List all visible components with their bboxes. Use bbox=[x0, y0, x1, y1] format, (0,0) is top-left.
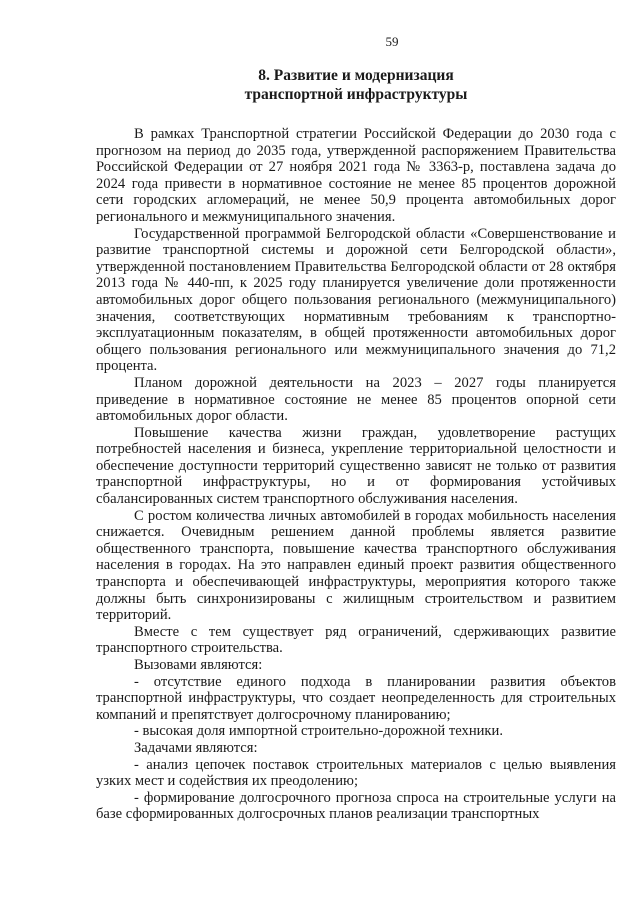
paragraph: Планом дорожной деятельности на 2023 – 2027 годы планируется приведение в нормативное состояние не менее 85 процентов опорной сети автомобильных дорог области. bbox=[96, 374, 616, 425]
heading-line-2: транспортной инфраструктуры bbox=[244, 86, 468, 103]
list-item: - формирование долгосрочного прогноза спроса на строительные услуги на базе сформированных долгосрочных планов реализации транспортных bbox=[96, 789, 616, 823]
paragraph: Вызовами являются: bbox=[134, 657, 263, 673]
paragraph: Задачами являются: bbox=[134, 739, 258, 756]
page-number: 59 bbox=[385, 34, 399, 49]
paragraph: В рамках Транспортной стратегии Российской Федерации до 2030 года с прогнозом на период до 2035 года, утвержденной распоряжением Правительства Российской Федерации от 27 ноября 2021 года № 3363-р, поставлена задача до 2024 года привести в нормативное состояние не менее 85 процентов дорожной сети городских агломераций, не менее 50,9 процента автомобильных дорог регионального и межмуниципального значения. bbox=[96, 126, 616, 225]
heading-line-1: 8. Развитие и модернизация bbox=[258, 67, 454, 84]
paragraph: Повышение качества жизни граждан, удовлетворение растущих потребностей населения и бизнеса, укрепление территориальной целостности и обеспечение доступности территорий существенно зависят не только от развития транспортной инфраструктуры, но и от формирования устойчивых сбалансированных систем транспортного обслуживания населения. bbox=[96, 424, 616, 508]
list-item: - высокая доля импортной строительно-дорожной техники. bbox=[134, 723, 503, 740]
paragraph: Государственной программой Белгородской области «Совершенствование и развитие транспортной системы и дорожной сети Белгородской области», утвержденной постановлением Правительства Белгородской области от 28 октября 2013 года № 440-пп, к 2025 году планируется увеличение доли протяженности автомобильных дорог общего пользования регионального (межмуниципального) значения, соответствующих нормативным требованиям к транспортно-эксплуатационным показателям, в общей протяженности автомобильных дорог общего пользования регионального или межмуниципального значения до 71,2 процента. bbox=[96, 225, 616, 375]
paragraph: Вместе с тем существует ряд ограничений, сдерживающих развитие транспортного строительства. bbox=[96, 623, 616, 657]
list-item: - отсутствие единого подхода в планировании развития объектов транспортной инфраструктуры, что создает неопределенность для строительных компаний и препятствует долгосрочному планированию; bbox=[96, 673, 616, 723]
paragraph: С ростом количества личных автомобилей в городах мобильность населения снижается. Очевидным решением данной проблемы является развитие общественного транспорта, повышение качества транспортного обслуживания населения в городах. На это направлен единый проект развития общественного транспорта и обеспечивающей инфраструктуры, мероприятия которого также должны быть синхронизированы с жилищным строительством и развитием территорий. bbox=[96, 507, 616, 624]
list-item: - анализ цепочек поставок строительных материалов с целью выявления узких мест и содействия их преодолению; bbox=[96, 756, 616, 790]
section-heading bbox=[96, 66, 616, 104]
